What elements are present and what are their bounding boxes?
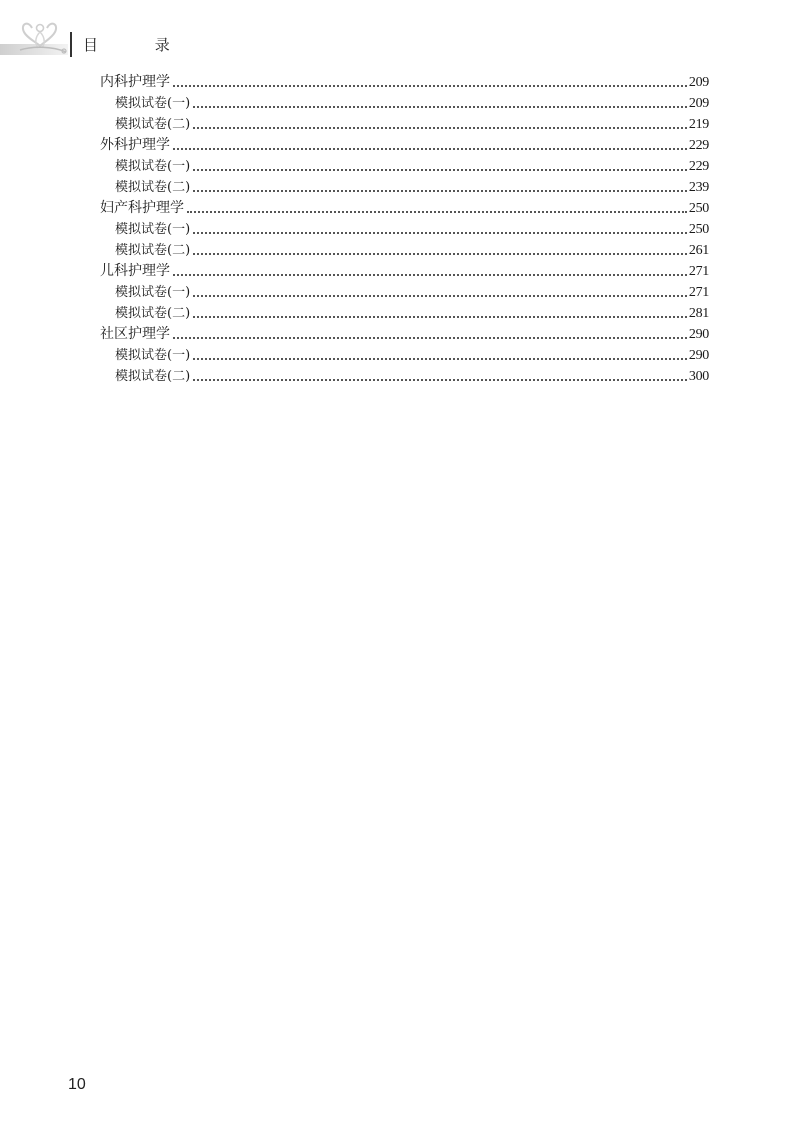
toc-leader-dots [193, 379, 687, 381]
toc-entry-label: 模拟试卷(二) [115, 243, 191, 258]
toc-leader-dots [193, 358, 687, 360]
toc-entry-page: 290 [688, 327, 709, 342]
toc-entry-label: 妇产科护理学 [100, 200, 184, 216]
toc-entry-label: 模拟试卷(二) [115, 117, 191, 132]
toc-entry-page: 229 [688, 138, 709, 153]
toc-leader-dots [187, 211, 687, 213]
page-header [0, 0, 800, 62]
toc-leader-dots [193, 316, 687, 318]
toc-entry[interactable] [100, 261, 709, 282]
toc-subentry[interactable] [100, 345, 709, 366]
toc-subentry[interactable] [100, 93, 709, 114]
toc-entry-label: 模拟试卷(一) [115, 222, 191, 237]
toc-entry-label: 社区护理学 [100, 326, 170, 342]
header-divider [70, 32, 72, 57]
toc-leader-dots [173, 274, 687, 276]
toc-entry-page: 261 [688, 243, 709, 258]
toc-entry-label: 模拟试卷(一) [115, 159, 191, 174]
page-title: 目 录 [83, 36, 196, 54]
toc-entry-page: 219 [688, 117, 709, 132]
toc-entry-page: 271 [688, 264, 709, 279]
toc-entry-page: 281 [688, 306, 709, 321]
toc-subentry[interactable] [100, 219, 709, 240]
toc-entry-page: 250 [688, 201, 709, 216]
toc-entry[interactable] [100, 324, 709, 345]
toc-entry[interactable] [100, 72, 709, 93]
toc-entry-label: 模拟试卷(二) [115, 369, 191, 384]
toc-entry-label: 儿科护理学 [100, 263, 170, 279]
nursing-logo-icon [18, 16, 68, 56]
toc-entry-page: 209 [688, 75, 709, 90]
toc-leader-dots [193, 295, 687, 297]
table-of-contents [100, 72, 709, 387]
toc-entry-label: 模拟试卷(一) [115, 285, 191, 300]
toc-leader-dots [173, 148, 687, 150]
toc-subentry[interactable] [100, 177, 709, 198]
toc-entry-label: 内科护理学 [100, 74, 170, 90]
toc-leader-dots [193, 169, 687, 171]
toc-leader-dots [173, 337, 687, 339]
toc-subentry[interactable] [100, 303, 709, 324]
toc-entry-page: 239 [688, 180, 709, 195]
toc-subentry[interactable] [100, 240, 709, 261]
toc-entry-page: 209 [688, 96, 709, 111]
page-number: 10 [68, 1076, 86, 1093]
toc-entry-page: 290 [688, 348, 709, 363]
toc-entry[interactable] [100, 135, 709, 156]
toc-entry-page: 250 [688, 222, 709, 237]
toc-leader-dots [193, 190, 687, 192]
toc-entry[interactable] [100, 198, 709, 219]
toc-leader-dots [193, 106, 687, 108]
toc-entry-page: 271 [688, 285, 709, 300]
toc-entry-label: 模拟试卷(一) [115, 348, 191, 363]
toc-leader-dots [173, 85, 687, 87]
toc-subentry[interactable] [100, 156, 709, 177]
toc-leader-dots [193, 232, 687, 234]
toc-entry-page: 229 [688, 159, 709, 174]
toc-leader-dots [193, 253, 687, 255]
toc-entry-label: 模拟试卷(二) [115, 306, 191, 321]
toc-leader-dots [193, 127, 687, 129]
toc-entry-label: 模拟试卷(一) [115, 96, 191, 111]
toc-subentry[interactable] [100, 282, 709, 303]
toc-entry-label: 外科护理学 [100, 137, 170, 153]
toc-entry-label: 模拟试卷(二) [115, 180, 191, 195]
toc-entry-page: 300 [688, 369, 709, 384]
toc-subentry[interactable] [100, 366, 709, 387]
toc-subentry[interactable] [100, 114, 709, 135]
